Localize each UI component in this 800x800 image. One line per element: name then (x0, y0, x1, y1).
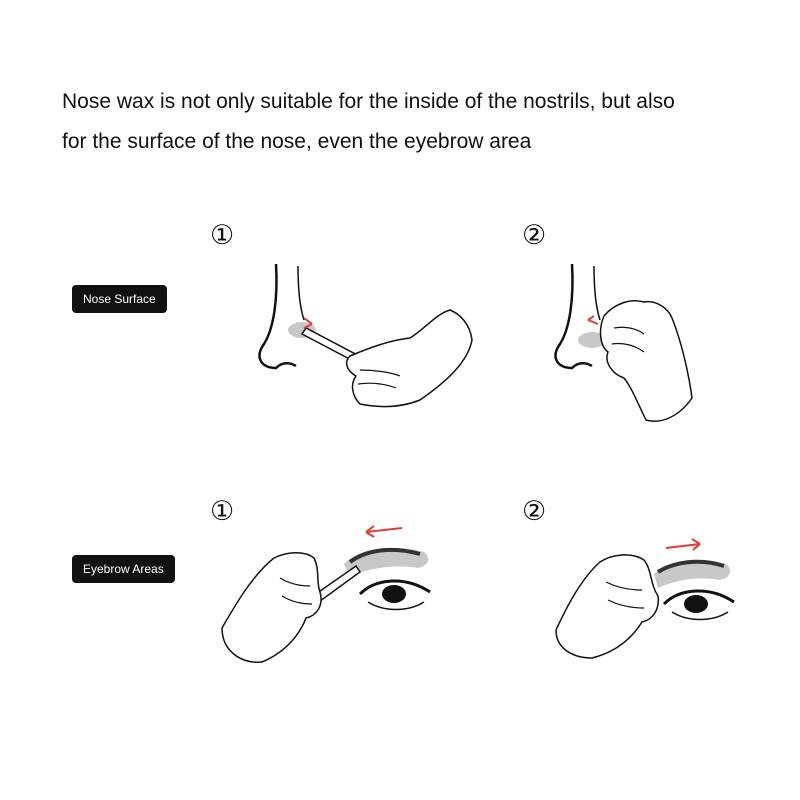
hand-outline (556, 555, 658, 658)
nose-contour (298, 266, 304, 320)
nose-step-2-illustration (548, 258, 708, 426)
eyebrow-step-2-number: ② (522, 496, 547, 526)
eyebrow-step-2-illustration (548, 538, 748, 662)
nose-step-1-illustration (240, 258, 480, 420)
nose-profile (260, 264, 296, 368)
headline (62, 82, 782, 162)
eye-lower-lid (368, 602, 424, 610)
nose-profile (556, 264, 592, 368)
eyebrow-step-1-illustration (210, 518, 450, 670)
eyebrow-areas-label: Eyebrow Areas (72, 555, 175, 583)
nose-contour (594, 266, 600, 320)
nose-step-2-number: ② (522, 220, 547, 250)
eye-iris (684, 595, 708, 613)
nose-surface-label: Nose Surface (72, 285, 167, 313)
headline-line-2: for the surface of the nose, even the eyebrow area (62, 130, 532, 153)
hand-outline (601, 301, 692, 421)
hand-outline (347, 310, 472, 407)
eye-iris (382, 585, 406, 603)
nose-step-1-number: ① (210, 220, 235, 250)
eyebrow-step-1-number: ① (210, 496, 235, 526)
red-arrow (666, 539, 700, 550)
headline-line-1: Nose wax is not only suitable for the inside of the nostrils, but also (62, 90, 675, 113)
hand-outline (222, 553, 321, 662)
eye-lower-lid (672, 612, 728, 620)
red-arrow (366, 526, 402, 537)
red-arrow (588, 316, 598, 324)
